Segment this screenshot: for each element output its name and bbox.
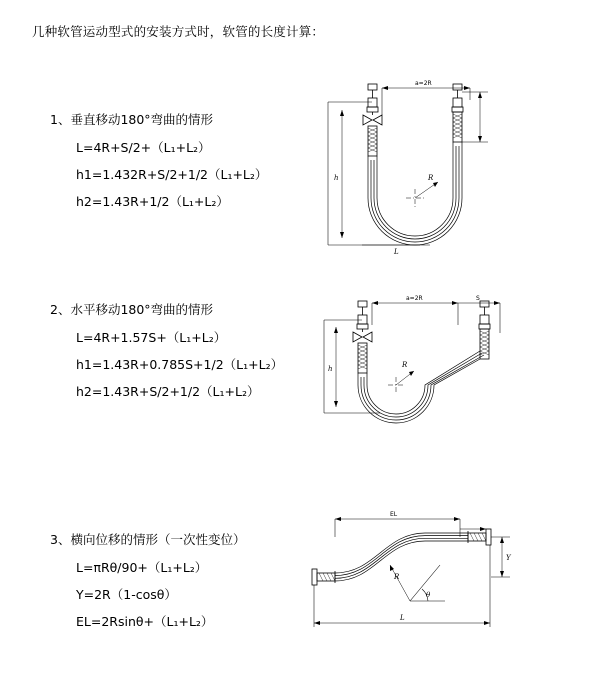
svg-text:Y: Y [506, 554, 511, 562]
page-title: 几种软管运动型式的安装方式时，软管的长度计算： [32, 24, 325, 39]
svg-text:a=2R: a=2R [406, 295, 423, 302]
case-2-formula-2: h1=1.43R+0.785S+1/2（L₁+L₂） [76, 357, 284, 372]
case-1-title: 1、垂直移动180°弯曲的情形 [50, 112, 214, 127]
case-1-formula-2: h1=1.432R+S/2+1/2（L₁+L₂） [76, 167, 268, 182]
svg-text:θ: θ [426, 591, 431, 599]
svg-text:a=2R: a=2R [415, 80, 432, 87]
case-3-figure [290, 505, 520, 645]
case-3-formula-1: L=πRθ/90+（L₁+L₂） [76, 560, 208, 575]
case-block-2 [50, 300, 283, 409]
svg-text:R: R [394, 573, 400, 581]
svg-text:L: L [394, 248, 399, 256]
case-3-title: 3、横向位移的情形（一次性变位） [50, 532, 246, 547]
svg-text:h: h [334, 174, 339, 182]
svg-text:h: h [328, 365, 333, 373]
svg-text:R: R [428, 174, 434, 182]
case-2-figure [310, 285, 520, 465]
svg-text:R: R [402, 361, 408, 369]
case-2-formula-1: L=4R+1.57S+（L₁+L₂） [76, 330, 227, 345]
svg-text:S: S [476, 295, 480, 302]
case-1-formula-1: L=4R+S/2+（L₁+L₂） [76, 140, 211, 155]
case-1-formula-3: h2=1.43R+1/2（L₁+L₂） [76, 194, 229, 209]
svg-text:L: L [400, 614, 405, 622]
svg-text:EL: EL [390, 511, 398, 518]
case-block-1 [50, 110, 267, 219]
case-2-title: 2、水平移动180°弯曲的情形 [50, 302, 214, 317]
case-2-formula-3: h2=1.43R+S/2+1/2（L₁+L₂） [76, 384, 260, 399]
case-1-figure [310, 70, 520, 270]
case-3-formula-2: Y=2R（1-cosθ） [76, 587, 177, 602]
case-3-formula-3: EL=2Rsinθ+（L₁+L₂） [76, 614, 214, 629]
case-block-3 [50, 530, 245, 639]
